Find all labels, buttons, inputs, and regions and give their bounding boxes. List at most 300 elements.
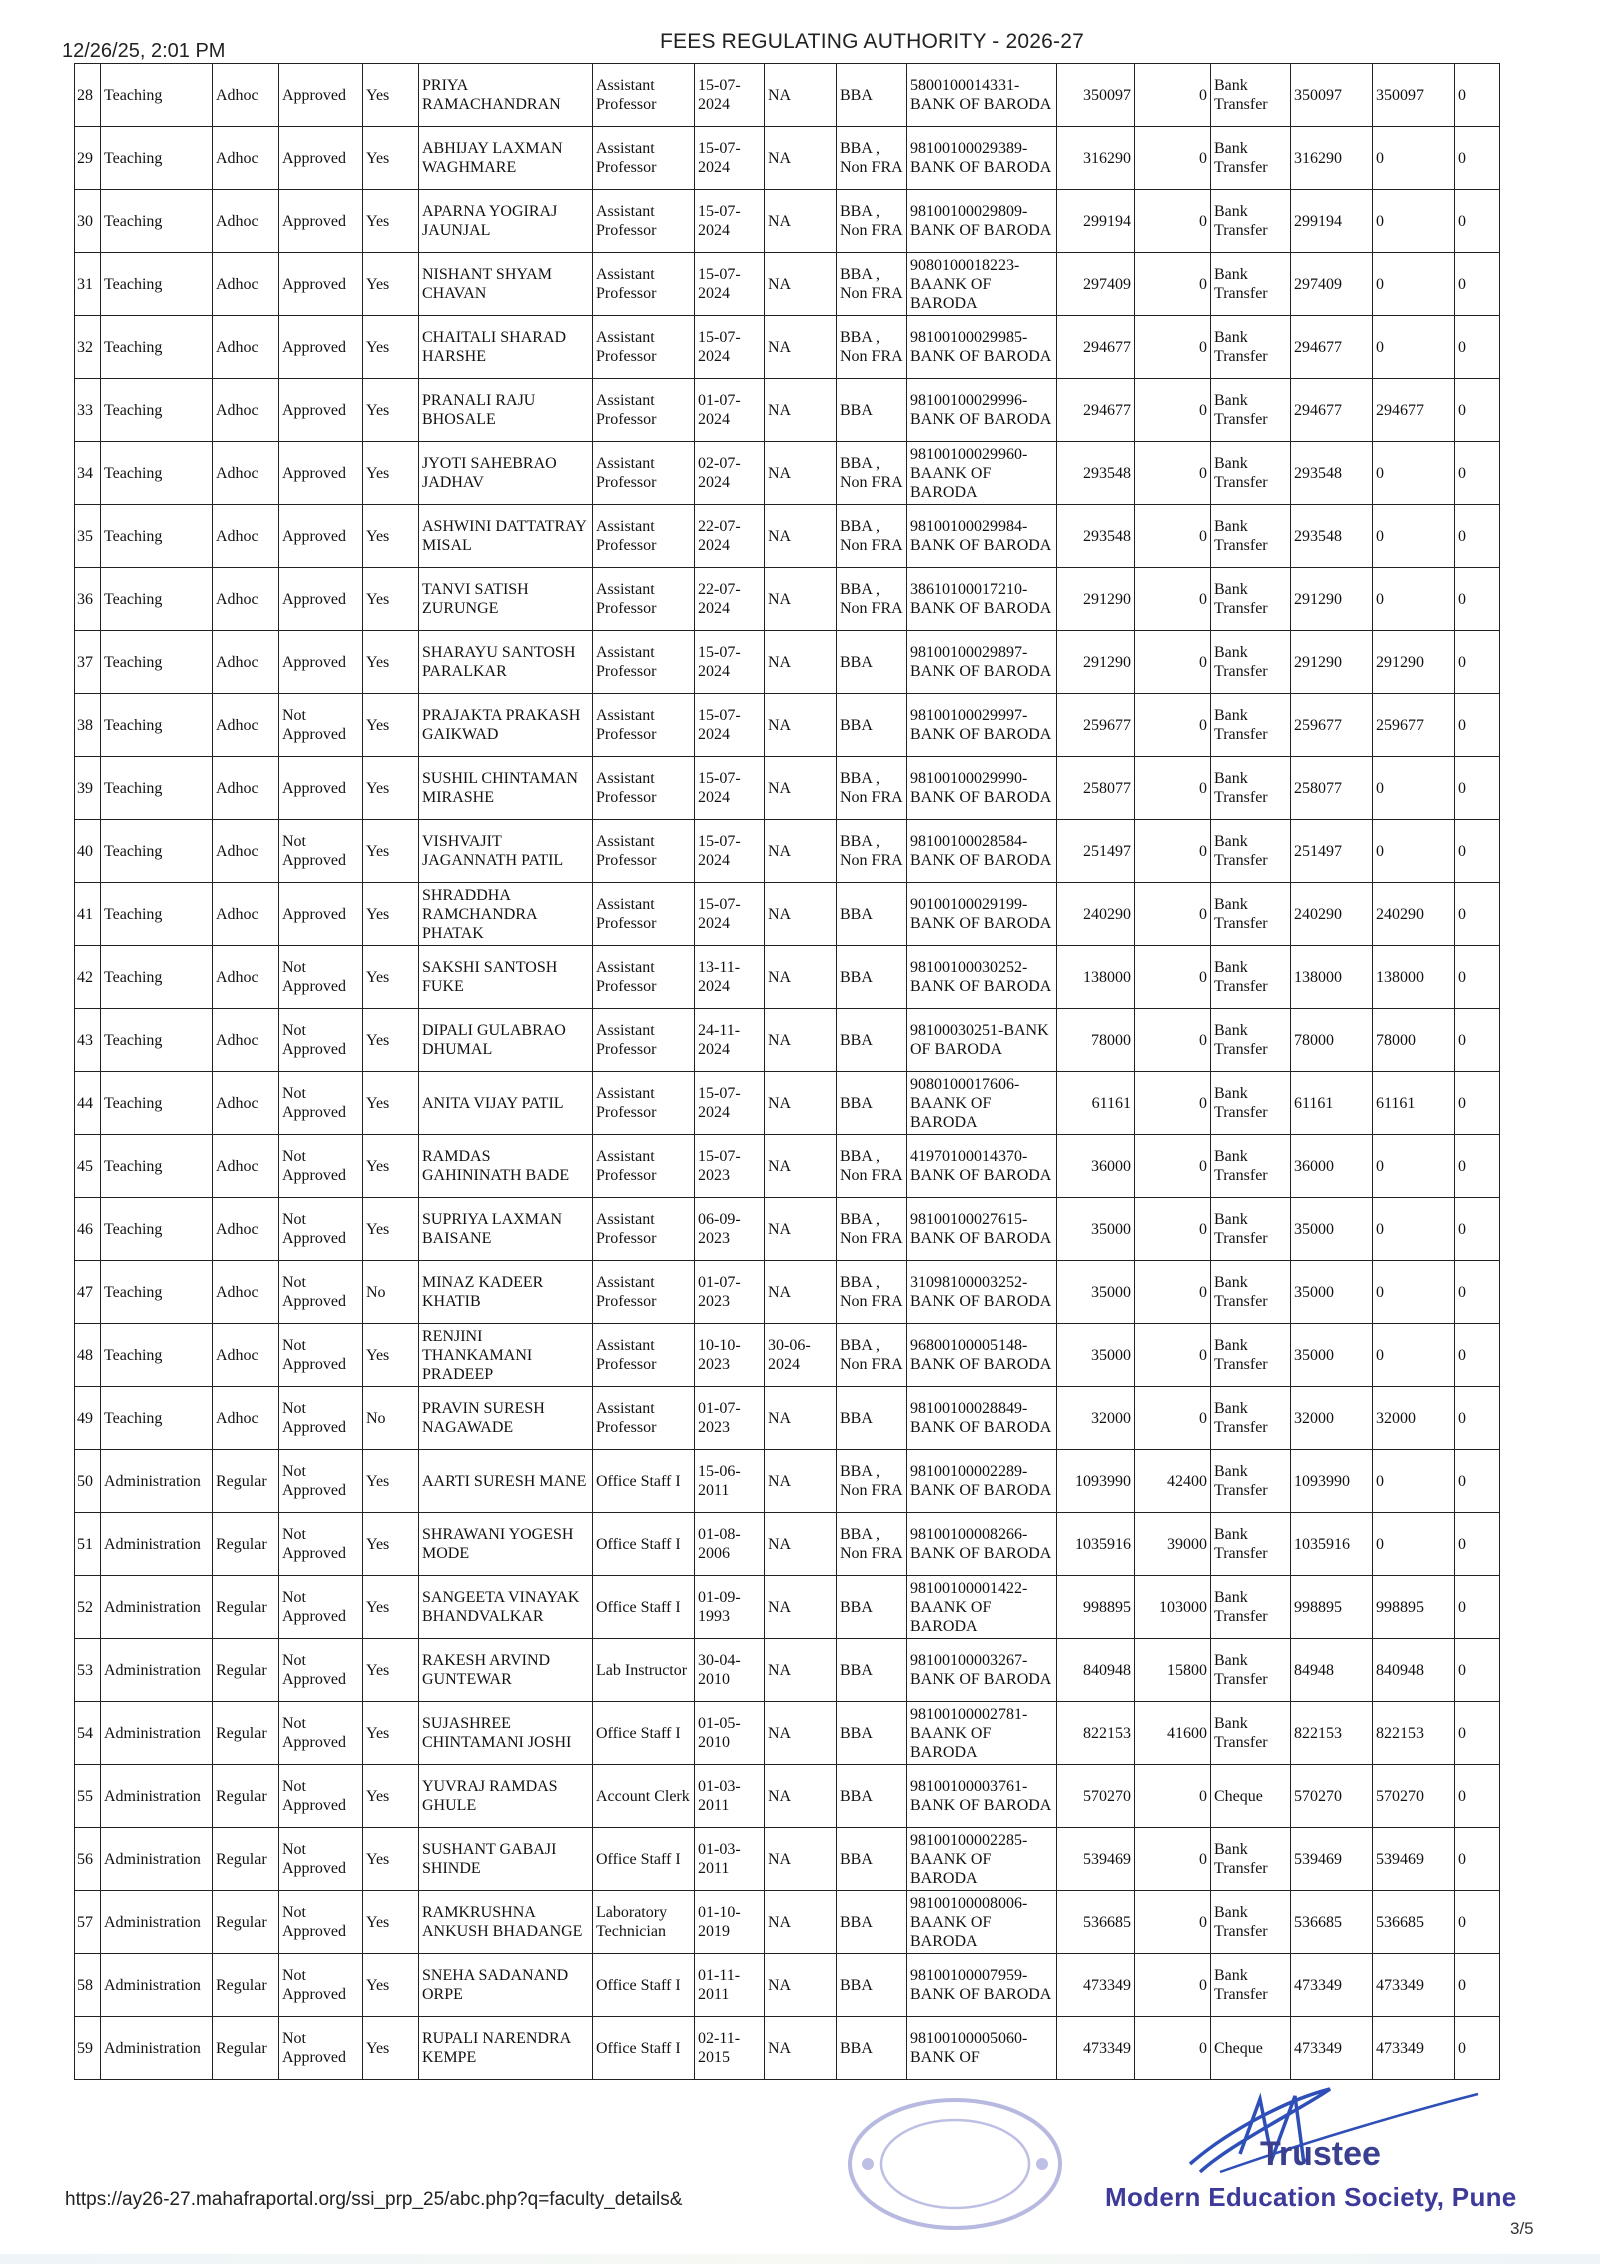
cell-payment-mode: Bank Transfer — [1211, 442, 1291, 505]
cell-gross-salary: 291290 — [1057, 568, 1135, 631]
cell-designation: Assistant Professor — [593, 316, 695, 379]
cell-designation: Assistant Professor — [593, 1324, 695, 1387]
cell-gross-salary: 473349 — [1057, 1954, 1135, 2017]
cell-appointment-type: Adhoc — [213, 1324, 279, 1387]
table-row — [75, 1198, 1500, 1261]
cell-approval-status: Approved — [279, 757, 363, 820]
cell-staff-name: ASHWINI DATTATRAY MISAL — [419, 505, 593, 568]
cell-amount-paid: 35000 — [1291, 1198, 1373, 1261]
cell-arrears: 0 — [1455, 64, 1500, 127]
cell-leaving-date: NA — [765, 253, 837, 316]
cell-amount-paid: 294677 — [1291, 316, 1373, 379]
cell-approval-status: Approved — [279, 568, 363, 631]
cell-pay-scale: Yes — [363, 757, 419, 820]
cell-program: BBA — [837, 1072, 907, 1135]
cell-program: BBA , Non FRA — [837, 1261, 907, 1324]
cell-gross-salary: 35000 — [1057, 1198, 1135, 1261]
cell-joining-date: 01-10-2019 — [695, 1891, 765, 1954]
cell-arrears: 0 — [1455, 568, 1500, 631]
cell-joining-date: 13-11-2024 — [695, 946, 765, 1009]
cell-designation: Office Staff I — [593, 1450, 695, 1513]
cell-staff-name: YUVRAJ RAMDAS GHULE — [419, 1765, 593, 1828]
cell-joining-date: 01-03-2011 — [695, 1828, 765, 1891]
cell-approved-amount: 0 — [1373, 1261, 1455, 1324]
cell-staff-type: Teaching — [101, 1009, 213, 1072]
cell-arrears: 0 — [1455, 253, 1500, 316]
cell-approval-status: Approved — [279, 316, 363, 379]
cell-program: BBA — [837, 883, 907, 946]
cell-approved-amount: 259677 — [1373, 694, 1455, 757]
cell-sr-no: 34 — [75, 442, 101, 505]
cell-appointment-type: Adhoc — [213, 1387, 279, 1450]
cell-staff-name: SUPRIYA LAXMAN BAISANE — [419, 1198, 593, 1261]
cell-amount-paid: 35000 — [1291, 1324, 1373, 1387]
cell-pay-scale: Yes — [363, 1954, 419, 2017]
cell-designation: Assistant Professor — [593, 127, 695, 190]
cell-program: BBA , Non FRA — [837, 127, 907, 190]
cell-approval-status: Approved — [279, 64, 363, 127]
cell-gross-salary: 240290 — [1057, 883, 1135, 946]
cell-pay-scale: Yes — [363, 1891, 419, 1954]
cell-appointment-type: Adhoc — [213, 820, 279, 883]
cell-sr-no: 38 — [75, 694, 101, 757]
cell-payment-mode: Bank Transfer — [1211, 1954, 1291, 2017]
cell-amount-paid: 138000 — [1291, 946, 1373, 1009]
cell-approved-amount: 0 — [1373, 568, 1455, 631]
cell-leaving-date: NA — [765, 1135, 837, 1198]
cell-deduction: 0 — [1135, 1261, 1211, 1324]
cell-arrears: 0 — [1455, 1702, 1500, 1765]
table-row — [75, 442, 1500, 505]
cell-staff-type: Teaching — [101, 1135, 213, 1198]
cell-deduction: 0 — [1135, 1765, 1211, 1828]
cell-staff-type: Teaching — [101, 64, 213, 127]
cell-sr-no: 57 — [75, 1891, 101, 1954]
cell-gross-salary: 258077 — [1057, 757, 1135, 820]
table-row — [75, 1702, 1500, 1765]
table-row — [75, 568, 1500, 631]
cell-approval-status: Approved — [279, 127, 363, 190]
cell-appointment-type: Regular — [213, 1702, 279, 1765]
cell-program: BBA — [837, 1702, 907, 1765]
cell-approval-status: Not Approved — [279, 2017, 363, 2080]
cell-joining-date: 15-07-2024 — [695, 820, 765, 883]
cell-gross-salary: 1093990 — [1057, 1450, 1135, 1513]
cell-payment-mode: Bank Transfer — [1211, 1198, 1291, 1261]
cell-approved-amount: 0 — [1373, 1513, 1455, 1576]
cell-payment-mode: Bank Transfer — [1211, 253, 1291, 316]
cell-program: BBA , Non FRA — [837, 1135, 907, 1198]
cell-arrears: 0 — [1455, 1765, 1500, 1828]
cell-leaving-date: NA — [765, 946, 837, 1009]
cell-appointment-type: Adhoc — [213, 694, 279, 757]
cell-bank-account: 98100100029389-BANK OF BARODA — [907, 127, 1057, 190]
cell-bank-account: 9080100017606-BAANK OF BARODA — [907, 1072, 1057, 1135]
cell-amount-paid: 316290 — [1291, 127, 1373, 190]
cell-joining-date: 01-03-2011 — [695, 1765, 765, 1828]
cell-gross-salary: 78000 — [1057, 1009, 1135, 1072]
cell-bank-account: 98100100003267-BANK OF BARODA — [907, 1639, 1057, 1702]
table-row — [75, 1576, 1500, 1639]
cell-approved-amount: 0 — [1373, 190, 1455, 253]
cell-bank-account: 98100100029897-BANK OF BARODA — [907, 631, 1057, 694]
cell-pay-scale: Yes — [363, 1009, 419, 1072]
cell-program: BBA , Non FRA — [837, 1513, 907, 1576]
cell-pay-scale: Yes — [363, 2017, 419, 2080]
cell-joining-date: 15-07-2024 — [695, 883, 765, 946]
cell-pay-scale: Yes — [363, 946, 419, 1009]
faculty-table-body — [75, 64, 1500, 2080]
cell-pay-scale: Yes — [363, 568, 419, 631]
cell-staff-type: Teaching — [101, 379, 213, 442]
cell-approval-status: Not Approved — [279, 820, 363, 883]
cell-arrears: 0 — [1455, 1513, 1500, 1576]
cell-leaving-date: NA — [765, 568, 837, 631]
cell-deduction: 42400 — [1135, 1450, 1211, 1513]
cell-staff-name: JYOTI SAHEBRAO JADHAV — [419, 442, 593, 505]
cell-joining-date: 02-11-2015 — [695, 2017, 765, 2080]
cell-leaving-date: NA — [765, 631, 837, 694]
cell-leaving-date: NA — [765, 1072, 837, 1135]
cell-approval-status: Not Approved — [279, 1639, 363, 1702]
cell-pay-scale: Yes — [363, 1639, 419, 1702]
cell-designation: Assistant Professor — [593, 694, 695, 757]
cell-amount-paid: 32000 — [1291, 1387, 1373, 1450]
cell-bank-account: 98100100002289-BANK OF BARODA — [907, 1450, 1057, 1513]
cell-deduction: 0 — [1135, 1828, 1211, 1891]
cell-gross-salary: 138000 — [1057, 946, 1135, 1009]
cell-amount-paid: 294677 — [1291, 379, 1373, 442]
cell-appointment-type: Adhoc — [213, 442, 279, 505]
cell-arrears: 0 — [1455, 1387, 1500, 1450]
cell-bank-account: 98100100029809-BANK OF BARODA — [907, 190, 1057, 253]
cell-joining-date: 15-07-2024 — [695, 127, 765, 190]
cell-staff-name: SHRAWANI YOGESH MODE — [419, 1513, 593, 1576]
cell-pay-scale: Yes — [363, 379, 419, 442]
cell-arrears: 0 — [1455, 1828, 1500, 1891]
cell-payment-mode: Bank Transfer — [1211, 190, 1291, 253]
table-row — [75, 2017, 1500, 2080]
cell-deduction: 0 — [1135, 379, 1211, 442]
table-row — [75, 1387, 1500, 1450]
cell-approval-status: Approved — [279, 883, 363, 946]
cell-pay-scale: Yes — [363, 1702, 419, 1765]
cell-gross-salary: 61161 — [1057, 1072, 1135, 1135]
cell-approved-amount: 539469 — [1373, 1828, 1455, 1891]
cell-designation: Assistant Professor — [593, 1009, 695, 1072]
cell-sr-no: 53 — [75, 1639, 101, 1702]
cell-payment-mode: Bank Transfer — [1211, 1513, 1291, 1576]
cell-appointment-type: Regular — [213, 1891, 279, 1954]
cell-deduction: 0 — [1135, 2017, 1211, 2080]
table-row — [75, 1639, 1500, 1702]
cell-approved-amount: 61161 — [1373, 1072, 1455, 1135]
cell-leaving-date: NA — [765, 127, 837, 190]
cell-payment-mode: Bank Transfer — [1211, 883, 1291, 946]
cell-staff-type: Teaching — [101, 442, 213, 505]
cell-bank-account: 31098100003252-BANK OF BARODA — [907, 1261, 1057, 1324]
cell-designation: Assistant Professor — [593, 1261, 695, 1324]
cell-payment-mode: Bank Transfer — [1211, 1135, 1291, 1198]
cell-designation: Assistant Professor — [593, 442, 695, 505]
cell-approved-amount: 0 — [1373, 1324, 1455, 1387]
cell-approved-amount: 0 — [1373, 757, 1455, 820]
cell-bank-account: 98100100028849-BANK OF BARODA — [907, 1387, 1057, 1450]
cell-program: BBA , Non FRA — [837, 1450, 907, 1513]
cell-designation: Assistant Professor — [593, 253, 695, 316]
cell-amount-paid: 1093990 — [1291, 1450, 1373, 1513]
cell-deduction: 39000 — [1135, 1513, 1211, 1576]
cell-program: BBA — [837, 1387, 907, 1450]
cell-arrears: 0 — [1455, 883, 1500, 946]
faculty-table-wrapper — [74, 63, 1499, 2080]
cell-approval-status: Not Approved — [279, 1261, 363, 1324]
cell-leaving-date: NA — [765, 190, 837, 253]
cell-deduction: 0 — [1135, 1891, 1211, 1954]
cell-payment-mode: Bank Transfer — [1211, 1387, 1291, 1450]
cell-joining-date: 22-07-2024 — [695, 568, 765, 631]
cell-bank-account: 98100100029960-BAANK OF BARODA — [907, 442, 1057, 505]
cell-staff-type: Teaching — [101, 190, 213, 253]
cell-approval-status: Not Approved — [279, 1828, 363, 1891]
cell-sr-no: 45 — [75, 1135, 101, 1198]
cell-payment-mode: Bank Transfer — [1211, 1009, 1291, 1072]
cell-amount-paid: 1035916 — [1291, 1513, 1373, 1576]
cell-arrears: 0 — [1455, 442, 1500, 505]
table-row — [75, 64, 1500, 127]
cell-joining-date: 30-04-2010 — [695, 1639, 765, 1702]
cell-approved-amount: 840948 — [1373, 1639, 1455, 1702]
cell-staff-name: SUSHIL CHINTAMAN MIRASHE — [419, 757, 593, 820]
cell-leaving-date: NA — [765, 316, 837, 379]
cell-amount-paid: 350097 — [1291, 64, 1373, 127]
cell-payment-mode: Bank Transfer — [1211, 316, 1291, 379]
cell-joining-date: 01-08-2006 — [695, 1513, 765, 1576]
cell-joining-date: 01-07-2023 — [695, 1387, 765, 1450]
cell-arrears: 0 — [1455, 379, 1500, 442]
cell-program: BBA , Non FRA — [837, 1198, 907, 1261]
cell-approved-amount: 0 — [1373, 253, 1455, 316]
cell-leaving-date: NA — [765, 505, 837, 568]
table-row — [75, 883, 1500, 946]
cell-sr-no: 46 — [75, 1198, 101, 1261]
cell-approved-amount: 294677 — [1373, 379, 1455, 442]
cell-sr-no: 50 — [75, 1450, 101, 1513]
cell-program: BBA , Non FRA — [837, 1324, 907, 1387]
table-row — [75, 1072, 1500, 1135]
cell-program: BBA — [837, 631, 907, 694]
cell-approved-amount: 0 — [1373, 1450, 1455, 1513]
cell-staff-type: Teaching — [101, 568, 213, 631]
cell-sr-no: 33 — [75, 379, 101, 442]
cell-leaving-date: NA — [765, 1702, 837, 1765]
cell-bank-account: 38610100017210-BANK OF BARODA — [907, 568, 1057, 631]
cell-bank-account: 9080100018223-BAANK OF BARODA — [907, 253, 1057, 316]
cell-staff-type: Teaching — [101, 883, 213, 946]
cell-sr-no: 30 — [75, 190, 101, 253]
cell-staff-type: Teaching — [101, 253, 213, 316]
cell-amount-paid: 84948 — [1291, 1639, 1373, 1702]
cell-amount-paid: 293548 — [1291, 442, 1373, 505]
cell-arrears: 0 — [1455, 1954, 1500, 2017]
cell-designation: Assistant Professor — [593, 820, 695, 883]
cell-payment-mode: Bank Transfer — [1211, 1324, 1291, 1387]
cell-deduction: 0 — [1135, 946, 1211, 1009]
cell-program: BBA — [837, 1954, 907, 2017]
cell-staff-name: SAKSHI SANTOSH FUKE — [419, 946, 593, 1009]
cell-appointment-type: Regular — [213, 1765, 279, 1828]
cell-approval-status: Not Approved — [279, 1954, 363, 2017]
cell-program: BBA — [837, 946, 907, 1009]
cell-deduction: 0 — [1135, 1954, 1211, 2017]
cell-deduction: 0 — [1135, 442, 1211, 505]
cell-payment-mode: Bank Transfer — [1211, 1261, 1291, 1324]
cell-approved-amount: 0 — [1373, 316, 1455, 379]
table-row — [75, 757, 1500, 820]
cell-amount-paid: 258077 — [1291, 757, 1373, 820]
cell-approved-amount: 138000 — [1373, 946, 1455, 1009]
cell-amount-paid: 78000 — [1291, 1009, 1373, 1072]
footer-url: https://ay26-27.mahafraportal.org/ssi_prp_25/abc.php?q=faculty_details& — [65, 2189, 683, 2210]
cell-joining-date: 01-05-2010 — [695, 1702, 765, 1765]
cell-approved-amount: 473349 — [1373, 1954, 1455, 2017]
cell-sr-no: 44 — [75, 1072, 101, 1135]
cell-payment-mode: Bank Transfer — [1211, 1891, 1291, 1954]
cell-sr-no: 41 — [75, 883, 101, 946]
cell-pay-scale: Yes — [363, 694, 419, 757]
cell-bank-account: 98100100028584-BANK OF BARODA — [907, 820, 1057, 883]
cell-gross-salary: 35000 — [1057, 1261, 1135, 1324]
cell-bank-account: 98100100005060-BANK OF — [907, 2017, 1057, 2080]
cell-amount-paid: 299194 — [1291, 190, 1373, 253]
faculty-table — [74, 63, 1500, 2080]
cell-arrears: 0 — [1455, 190, 1500, 253]
cell-gross-salary: 536685 — [1057, 1891, 1135, 1954]
cell-approval-status: Not Approved — [279, 1576, 363, 1639]
cell-staff-name: DIPALI GULABRAO DHUMAL — [419, 1009, 593, 1072]
cell-gross-salary: 259677 — [1057, 694, 1135, 757]
cell-program: BBA — [837, 1639, 907, 1702]
cell-approval-status: Not Approved — [279, 946, 363, 1009]
cell-amount-paid: 259677 — [1291, 694, 1373, 757]
cell-staff-name: ANITA VIJAY PATIL — [419, 1072, 593, 1135]
print-datetime: 12/26/25, 2:01 PM — [62, 40, 226, 62]
cell-program: BBA , Non FRA — [837, 757, 907, 820]
cell-appointment-type: Regular — [213, 1576, 279, 1639]
cell-deduction: 0 — [1135, 127, 1211, 190]
cell-designation: Assistant Professor — [593, 1387, 695, 1450]
cell-pay-scale: Yes — [363, 1135, 419, 1198]
cell-leaving-date: NA — [765, 1765, 837, 1828]
cell-designation: Office Staff I — [593, 1513, 695, 1576]
cell-deduction: 0 — [1135, 1135, 1211, 1198]
cell-designation: Assistant Professor — [593, 757, 695, 820]
table-row — [75, 1450, 1500, 1513]
cell-approved-amount: 350097 — [1373, 64, 1455, 127]
cell-payment-mode: Bank Transfer — [1211, 505, 1291, 568]
cell-leaving-date: NA — [765, 1576, 837, 1639]
cell-bank-account: 98100100029996-BANK OF BARODA — [907, 379, 1057, 442]
cell-bank-account: 98100100002285-BAANK OF BARODA — [907, 1828, 1057, 1891]
cell-pay-scale: Yes — [363, 1765, 419, 1828]
table-row — [75, 1513, 1500, 1576]
cell-pay-scale: Yes — [363, 1324, 419, 1387]
cell-program: BBA — [837, 1891, 907, 1954]
cell-leaving-date: 30-06-2024 — [765, 1324, 837, 1387]
cell-appointment-type: Adhoc — [213, 1072, 279, 1135]
cell-amount-paid: 291290 — [1291, 631, 1373, 694]
cell-deduction: 0 — [1135, 1198, 1211, 1261]
cell-staff-type: Teaching — [101, 946, 213, 1009]
cell-staff-type: Administration — [101, 1891, 213, 1954]
cell-leaving-date: NA — [765, 442, 837, 505]
cell-amount-paid: 473349 — [1291, 2017, 1373, 2080]
cell-sr-no: 37 — [75, 631, 101, 694]
cell-program: BBA , Non FRA — [837, 253, 907, 316]
cell-staff-type: Teaching — [101, 1324, 213, 1387]
society-seal-stamp — [840, 2094, 1070, 2234]
cell-bank-account: 98100100008266-BANK OF BARODA — [907, 1513, 1057, 1576]
cell-deduction: 0 — [1135, 316, 1211, 379]
cell-amount-paid: 539469 — [1291, 1828, 1373, 1891]
cell-deduction: 41600 — [1135, 1702, 1211, 1765]
cell-program: BBA , Non FRA — [837, 568, 907, 631]
table-row — [75, 190, 1500, 253]
cell-joining-date: 01-07-2023 — [695, 1261, 765, 1324]
cell-staff-type: Teaching — [101, 820, 213, 883]
cell-appointment-type: Adhoc — [213, 1009, 279, 1072]
cell-joining-date: 01-07-2024 — [695, 379, 765, 442]
cell-program: BBA — [837, 2017, 907, 2080]
cell-gross-salary: 350097 — [1057, 64, 1135, 127]
cell-designation: Assistant Professor — [593, 946, 695, 1009]
table-row — [75, 694, 1500, 757]
cell-approval-status: Not Approved — [279, 1765, 363, 1828]
cell-gross-salary: 251497 — [1057, 820, 1135, 883]
cell-approved-amount: 0 — [1373, 1135, 1455, 1198]
cell-staff-type: Administration — [101, 1702, 213, 1765]
cell-staff-name: CHAITALI SHARAD HARSHE — [419, 316, 593, 379]
cell-staff-name: PRAJAKTA PRAKASH GAIKWAD — [419, 694, 593, 757]
cell-designation: Assistant Professor — [593, 379, 695, 442]
cell-designation: Assistant Professor — [593, 1135, 695, 1198]
cell-bank-account: 98100100008006-BAANK OF BARODA — [907, 1891, 1057, 1954]
cell-bank-account: 98100030251-BANK OF BARODA — [907, 1009, 1057, 1072]
cell-staff-type: Teaching — [101, 1387, 213, 1450]
cell-arrears: 0 — [1455, 1891, 1500, 1954]
cell-sr-no: 28 — [75, 64, 101, 127]
cell-arrears: 0 — [1455, 757, 1500, 820]
table-row — [75, 316, 1500, 379]
cell-approval-status: Approved — [279, 379, 363, 442]
table-row — [75, 253, 1500, 316]
table-row — [75, 946, 1500, 1009]
cell-appointment-type: Adhoc — [213, 379, 279, 442]
cell-joining-date: 15-07-2024 — [695, 631, 765, 694]
cell-sr-no: 29 — [75, 127, 101, 190]
cell-deduction: 0 — [1135, 1072, 1211, 1135]
cell-payment-mode: Bank Transfer — [1211, 379, 1291, 442]
cell-staff-type: Administration — [101, 2017, 213, 2080]
cell-approved-amount: 0 — [1373, 820, 1455, 883]
cell-amount-paid: 35000 — [1291, 1261, 1373, 1324]
cell-arrears: 0 — [1455, 316, 1500, 379]
cell-leaving-date: NA — [765, 1450, 837, 1513]
cell-gross-salary: 291290 — [1057, 631, 1135, 694]
cell-staff-name: SHRADDHA RAMCHANDRA PHATAK — [419, 883, 593, 946]
cell-staff-name: ABHIJAY LAXMAN WAGHMARE — [419, 127, 593, 190]
cell-deduction: 0 — [1135, 757, 1211, 820]
